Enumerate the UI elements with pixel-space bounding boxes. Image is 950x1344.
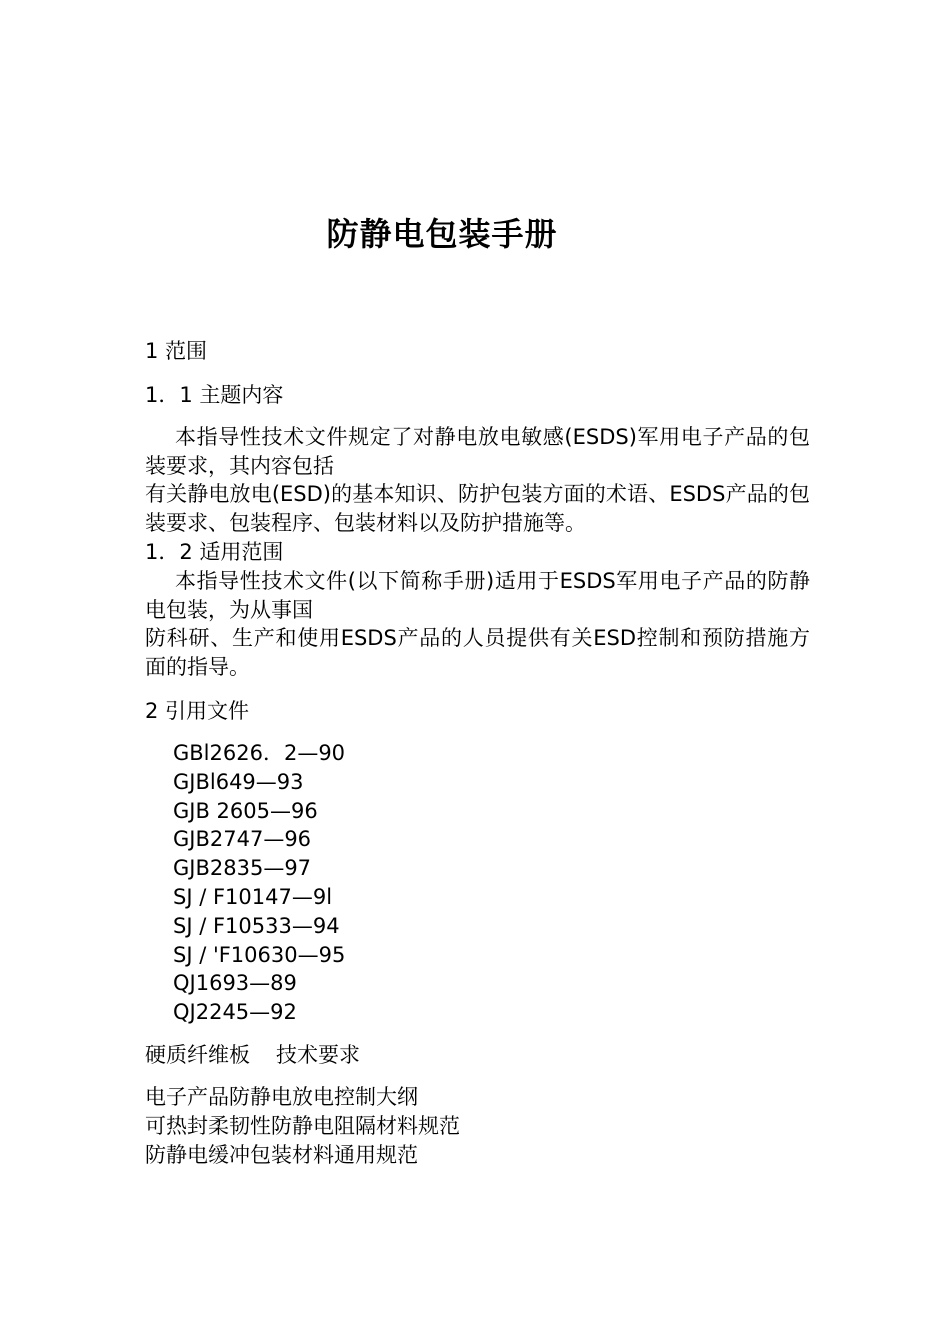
paragraph-line: 防科研、生产和使用ESDS产品的人员提供有关ESD控制和预防措施方面的指导。 — [145, 626, 810, 679]
reference-item: QJ1693—89 — [173, 971, 297, 996]
paragraph-line: 有关静电放电(ESD)的基本知识、防护包装方面的术语、ESDS产品的包装要求、包装程序、包装材料以及防护措施等。 — [145, 482, 810, 535]
reference-item: GJB 2605—96 — [173, 798, 318, 823]
section-1-2-paragraph — [145, 567, 810, 681]
reference-title-list — [145, 1083, 460, 1170]
reference-list — [173, 739, 345, 1027]
reference-title-part: 硬质纤维板 — [145, 1043, 250, 1067]
reference-item: SJ / 'F10630—95 — [173, 942, 346, 967]
reference-title: 防静电缓冲包装材料通用规范 — [145, 1143, 418, 1167]
reference-item: SJ / F10533—94 — [173, 913, 340, 938]
section-1-2-heading: 1．2 适用范围 — [145, 540, 284, 564]
reference-item: QJ2245—92 — [173, 1000, 297, 1025]
reference-title-part: 技术要求 — [276, 1043, 360, 1067]
section-2-heading: 2 引用文件 — [145, 699, 250, 723]
reference-item: GJB2747—96 — [173, 827, 312, 852]
section-1-1-paragraph — [145, 423, 810, 537]
section-1-heading: 1 范围 — [145, 339, 208, 363]
document-title: 防静电包装手册 — [326, 215, 558, 253]
paragraph-line: 本指导性技术文件(以下简称手册)适用于ESDS军用电子产品的防静电包装，为从事国 — [145, 569, 810, 622]
section-1-1-heading: 1．1 主题内容 — [145, 383, 284, 407]
reference-title-line — [145, 1041, 360, 1069]
reference-item: GJBl649—93 — [173, 769, 304, 794]
reference-title: 电子产品防静电放电控制大纲 — [145, 1085, 418, 1109]
reference-item: GBl2626．2—90 — [173, 741, 346, 765]
paragraph-line: 本指导性技术文件规定了对静电放电敏感(ESDS)军用电子产品的包装要求，其内容包括 — [145, 425, 810, 478]
reference-title: 可热封柔韧性防静电阻隔材料规范 — [145, 1114, 460, 1138]
reference-item: SJ / F10147—9l — [173, 884, 333, 909]
reference-item: GJB2835—97 — [173, 856, 312, 881]
